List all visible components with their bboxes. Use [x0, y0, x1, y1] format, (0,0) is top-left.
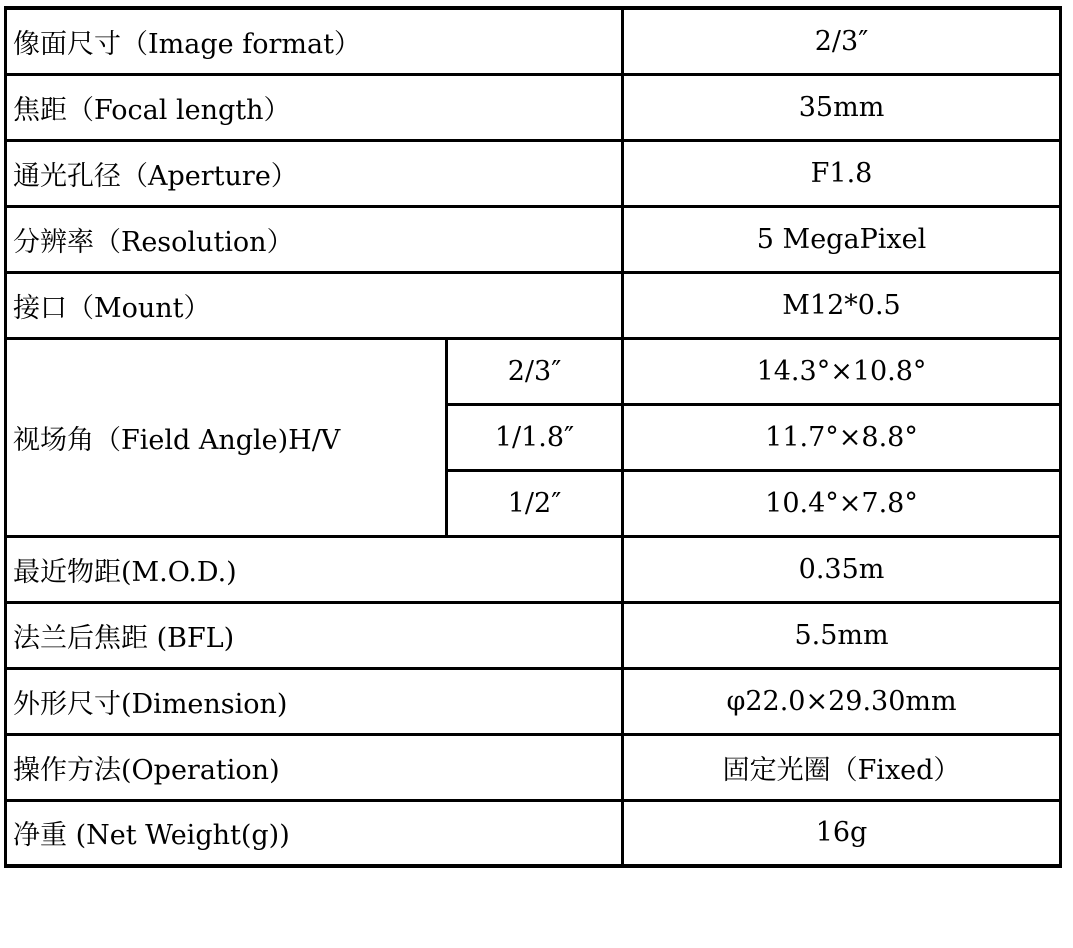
- row-label-image-format: 像面尺寸（Image format）: [6, 8, 623, 74]
- table-row: [6, 74, 1061, 140]
- field-angle-value-2-3: 14.3°×10.8°: [623, 338, 1061, 404]
- row-label-operation: 操作方法(Operation): [6, 734, 623, 800]
- row-value-dimension: φ22.0×29.30mm: [623, 668, 1061, 734]
- row-label-mount: 接口（Mount）: [6, 272, 623, 338]
- field-angle-value-1-2: 10.4°×7.8°: [623, 470, 1061, 536]
- table-row: [6, 206, 1061, 272]
- row-value-net-weight: 16g: [623, 800, 1061, 866]
- row-value-mod: 0.35m: [623, 536, 1061, 602]
- row-label-mod: 最近物距(M.O.D.): [6, 536, 623, 602]
- table-row: [6, 800, 1061, 866]
- table-row: [6, 8, 1061, 74]
- field-angle-value-1-1-8: 11.7°×8.8°: [623, 404, 1061, 470]
- table-row: [6, 272, 1061, 338]
- table-row: [6, 734, 1061, 800]
- spec-table: [4, 6, 1062, 868]
- table-row: [6, 536, 1061, 602]
- table-row: [6, 668, 1061, 734]
- row-label-net-weight: 净重 (Net Weight(g)): [6, 800, 623, 866]
- field-angle-format-1-2: 1/2″: [447, 470, 623, 536]
- row-label-aperture: 通光孔径（Aperture）: [6, 140, 623, 206]
- row-value-mount: M12*0.5: [623, 272, 1061, 338]
- row-value-aperture: F1.8: [623, 140, 1061, 206]
- row-value-bfl: 5.5mm: [623, 602, 1061, 668]
- row-value-resolution: 5 MegaPixel: [623, 206, 1061, 272]
- row-value-operation: 固定光圈（Fixed）: [623, 734, 1061, 800]
- row-value-image-format: 2/3″: [623, 8, 1061, 74]
- table-row: [6, 602, 1061, 668]
- row-label-focal-length: 焦距（Focal length）: [6, 74, 623, 140]
- row-value-focal-length: 35mm: [623, 74, 1061, 140]
- row-label-resolution: 分辨率（Resolution）: [6, 206, 623, 272]
- table-row: [6, 140, 1061, 206]
- field-angle-format-2-3: 2/3″: [447, 338, 623, 404]
- row-label-dimension: 外形尺寸(Dimension): [6, 668, 623, 734]
- row-label-field-angle: 视场角（Field Angle)H/V: [6, 338, 447, 536]
- row-label-bfl: 法兰后焦距 (BFL): [6, 602, 623, 668]
- field-angle-format-1-1-8: 1/1.8″: [447, 404, 623, 470]
- table-row: [6, 338, 1061, 404]
